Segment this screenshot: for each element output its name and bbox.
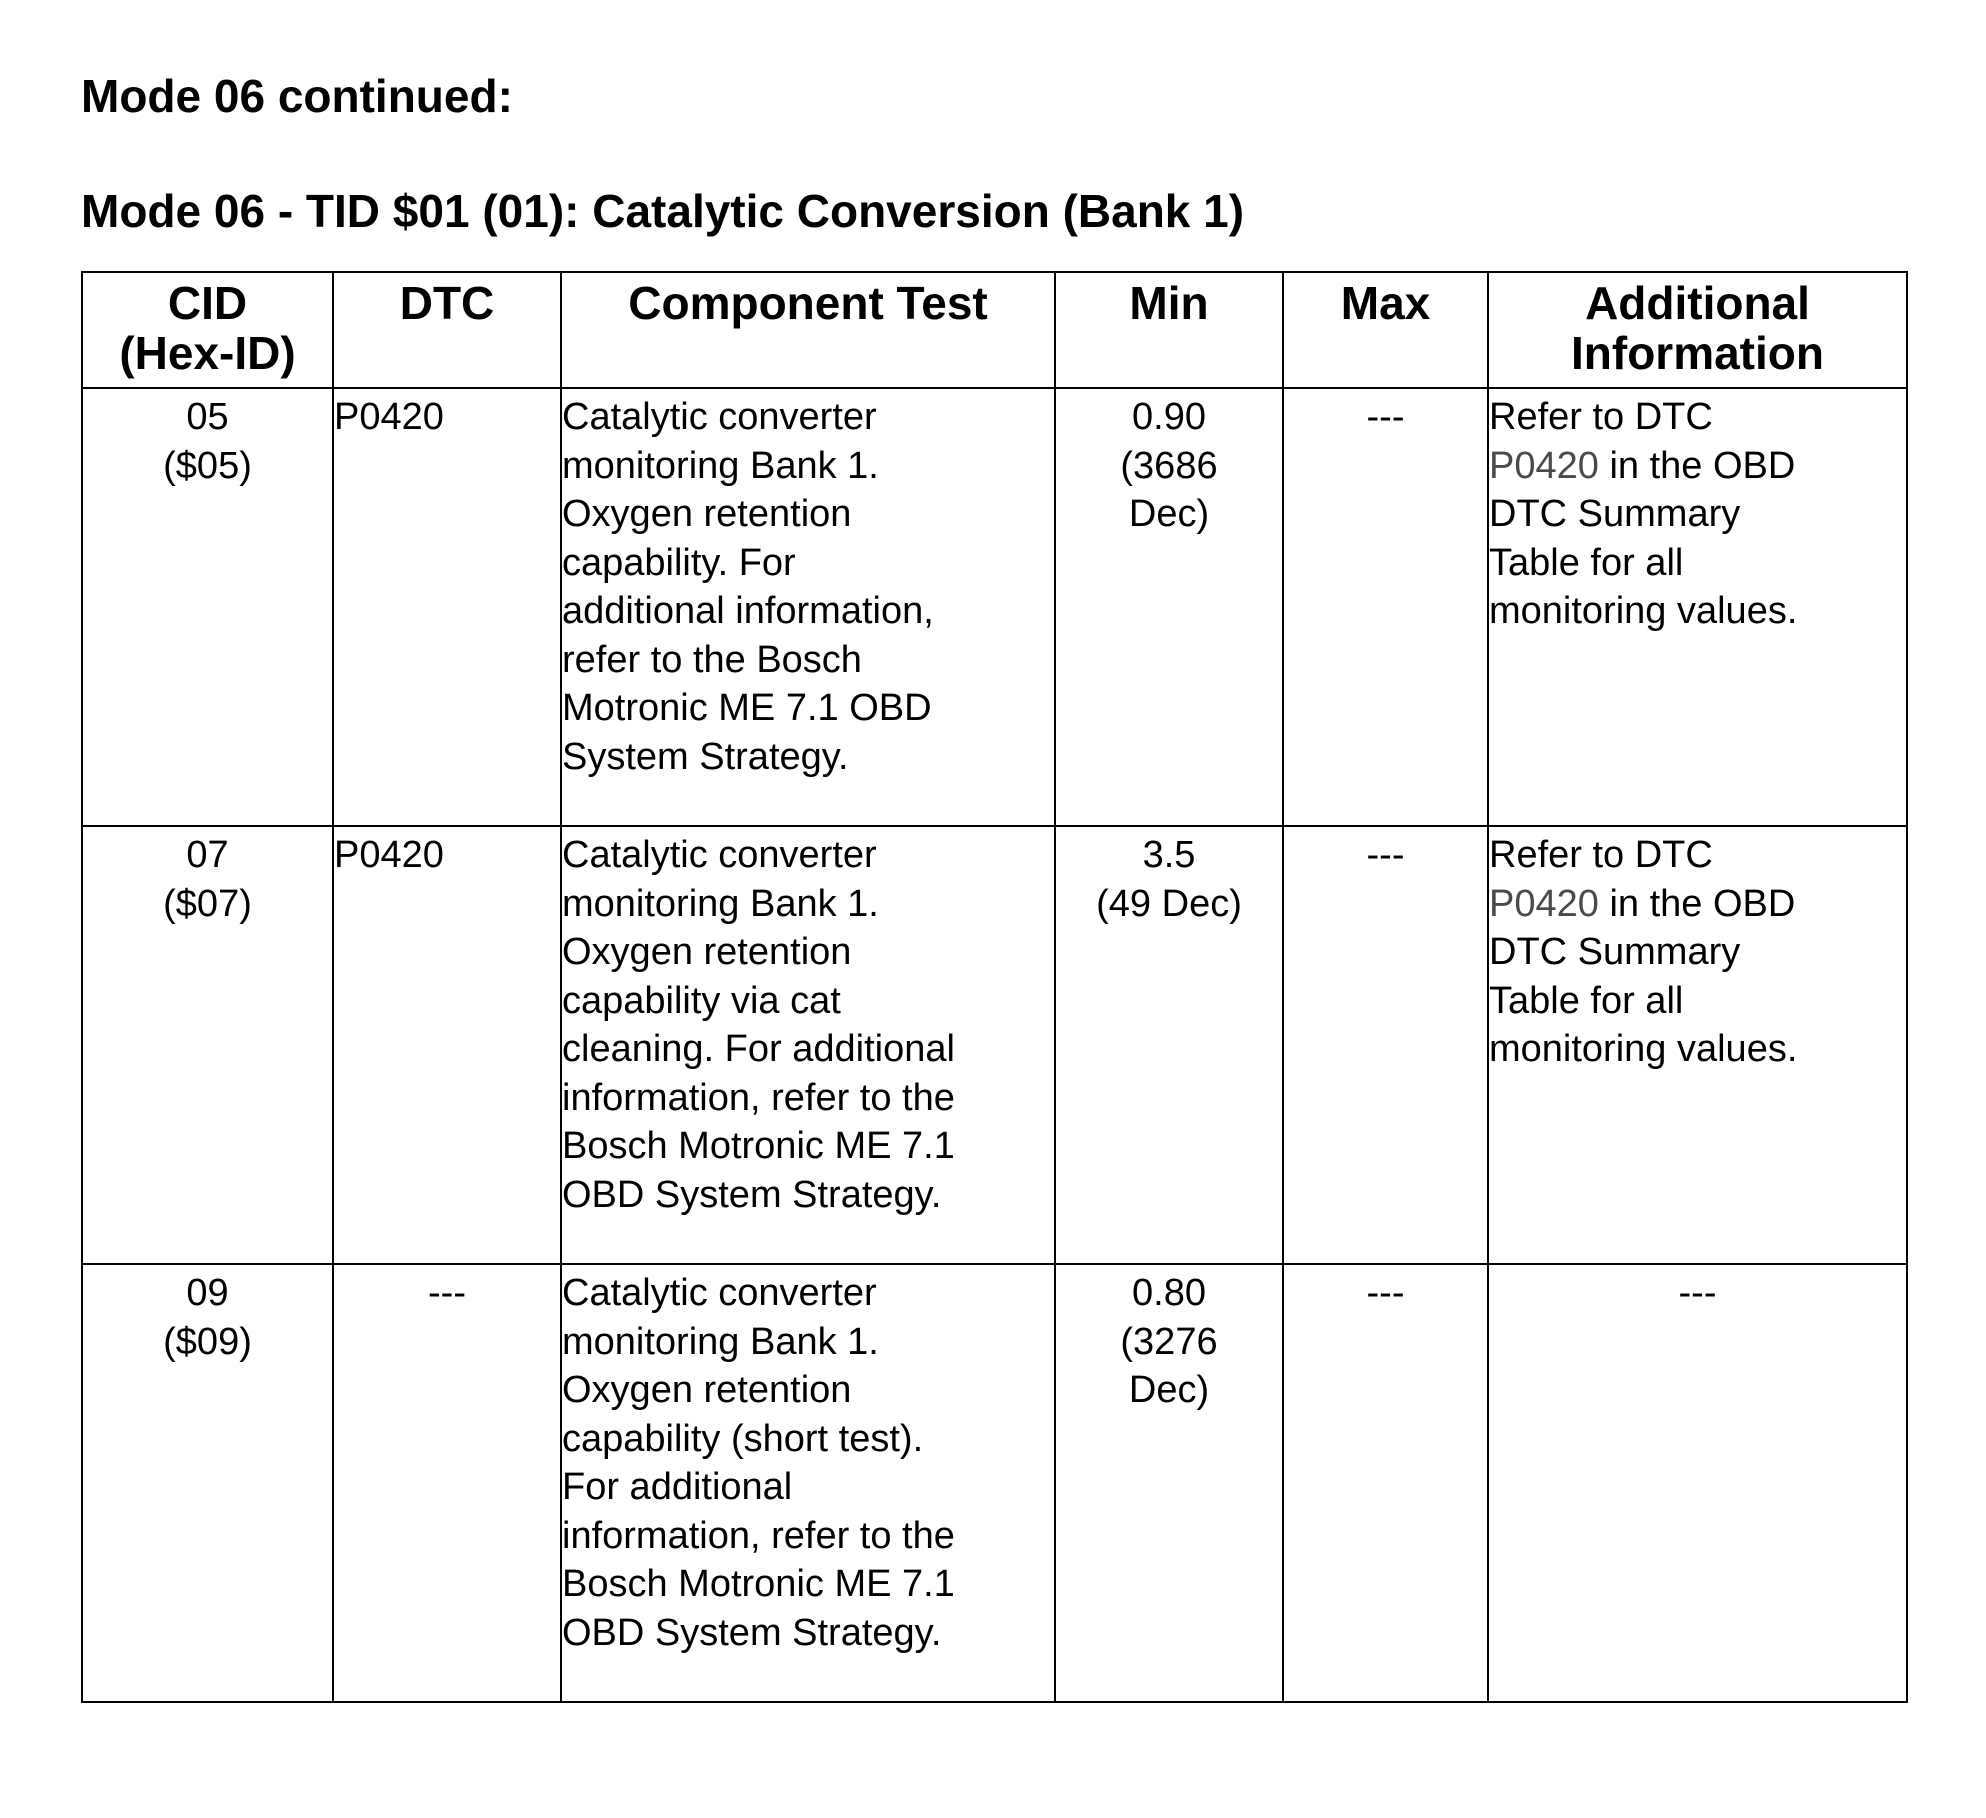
- info-line: [1489, 442, 1906, 491]
- cell-dtc: ---: [333, 1264, 561, 1702]
- cell-additional-info: [1488, 826, 1907, 1264]
- min-line: (3276: [1120, 1320, 1218, 1363]
- cell-max: ---: [1283, 826, 1488, 1264]
- section-heading-tid: Mode 06 - TID $01 (01): Catalytic Conversion (Bank 1): [81, 185, 1245, 237]
- min-line: 0.90: [1132, 396, 1206, 438]
- table-row: [82, 388, 1907, 826]
- header-cid-line1: CID: [167, 277, 248, 329]
- test-line: Bosch Motronic ME 7.1: [562, 1125, 955, 1167]
- test-line: capability (short test).: [562, 1417, 924, 1460]
- info-line: Table for all: [1489, 979, 1684, 1022]
- header-additional-info: [1488, 272, 1907, 388]
- test-line: Oxygen retention: [562, 493, 852, 535]
- cell-additional-info: ---: [1488, 1264, 1907, 1702]
- table-row: [82, 826, 1907, 1264]
- test-line: additional information,: [562, 590, 934, 632]
- test-line: OBD System Strategy.: [562, 1173, 942, 1216]
- min-line: 0.80: [1132, 1272, 1206, 1314]
- header-info-line2: Information: [1571, 327, 1824, 379]
- info-suffix: in the OBD: [1598, 444, 1796, 487]
- cid-value: 09: [186, 1272, 229, 1314]
- info-line: DTC Summary: [1489, 931, 1741, 973]
- info-suffix: in the OBD: [1598, 882, 1796, 925]
- test-line: cleaning. For additional: [562, 1028, 955, 1070]
- cid-value: 07: [186, 834, 229, 876]
- header-min: Min: [1055, 272, 1283, 388]
- header-component-test: Component Test: [561, 272, 1055, 388]
- info-line: Refer to DTC: [1489, 396, 1713, 438]
- cell-min: [1055, 388, 1283, 826]
- cid-hex: ($07): [163, 882, 252, 925]
- cid-hex: ($05): [163, 444, 252, 487]
- test-line: monitoring Bank 1.: [562, 882, 879, 925]
- dtc-reference-link[interactable]: P0420: [1489, 444, 1599, 487]
- info-line: monitoring values.: [1489, 590, 1798, 632]
- test-line: Motronic ME 7.1 OBD: [562, 687, 932, 729]
- test-line: Oxygen retention: [562, 1369, 852, 1411]
- cid-value: 05: [186, 396, 229, 438]
- min-line: 3.5: [1142, 834, 1196, 876]
- cell-max: ---: [1283, 1264, 1488, 1702]
- header-max: Max: [1283, 272, 1488, 388]
- test-line: monitoring Bank 1.: [562, 444, 879, 487]
- test-line: capability. For: [562, 541, 796, 584]
- test-line: refer to the Bosch: [562, 638, 862, 681]
- test-line: Oxygen retention: [562, 931, 852, 973]
- header-cid-line2: (Hex-ID): [119, 327, 296, 379]
- section-heading-continued: Mode 06 continued:: [81, 70, 513, 122]
- mode06-table: [81, 271, 1908, 1703]
- info-line: [1489, 880, 1906, 929]
- dtc-reference-link[interactable]: P0420: [1489, 882, 1599, 925]
- test-line: For additional: [562, 1466, 793, 1508]
- cell-cid: [82, 1264, 333, 1702]
- test-line: capability via cat: [562, 979, 841, 1022]
- header-info-line1: Additional: [1585, 277, 1810, 329]
- min-line: (49 Dec): [1096, 882, 1242, 925]
- cell-additional-info: [1488, 388, 1907, 826]
- header-dtc: DTC: [333, 272, 561, 388]
- table-row: [82, 1264, 1907, 1702]
- cell-cid: [82, 388, 333, 826]
- test-line: information, refer to the: [562, 1514, 955, 1557]
- test-line: Bosch Motronic ME 7.1: [562, 1563, 955, 1605]
- cell-dtc: P0420: [333, 388, 561, 826]
- info-line: monitoring values.: [1489, 1028, 1798, 1070]
- cell-min: [1055, 826, 1283, 1264]
- info-line: DTC Summary: [1489, 493, 1741, 535]
- cell-cid: [82, 826, 333, 1264]
- cell-dtc: P0420: [333, 826, 561, 1264]
- info-line: Refer to DTC: [1489, 834, 1713, 876]
- header-cid: [82, 272, 333, 388]
- test-line: Catalytic converter: [562, 834, 877, 876]
- cell-component-test: [561, 388, 1055, 826]
- test-line: Catalytic converter: [562, 396, 877, 438]
- min-line: Dec): [1128, 493, 1210, 535]
- cell-component-test: [561, 826, 1055, 1264]
- cell-min: [1055, 1264, 1283, 1702]
- cid-hex: ($09): [163, 1320, 252, 1363]
- min-line: Dec): [1128, 1369, 1210, 1411]
- test-line: OBD System Strategy.: [562, 1611, 942, 1654]
- cell-component-test: [561, 1264, 1055, 1702]
- info-line: Table for all: [1489, 541, 1684, 584]
- cell-max: ---: [1283, 388, 1488, 826]
- test-line: monitoring Bank 1.: [562, 1320, 879, 1363]
- min-line: (3686: [1120, 444, 1218, 487]
- test-line: Catalytic converter: [562, 1272, 877, 1314]
- table-header-row: [82, 272, 1907, 388]
- test-line: System Strategy.: [562, 735, 849, 778]
- test-line: information, refer to the: [562, 1076, 955, 1119]
